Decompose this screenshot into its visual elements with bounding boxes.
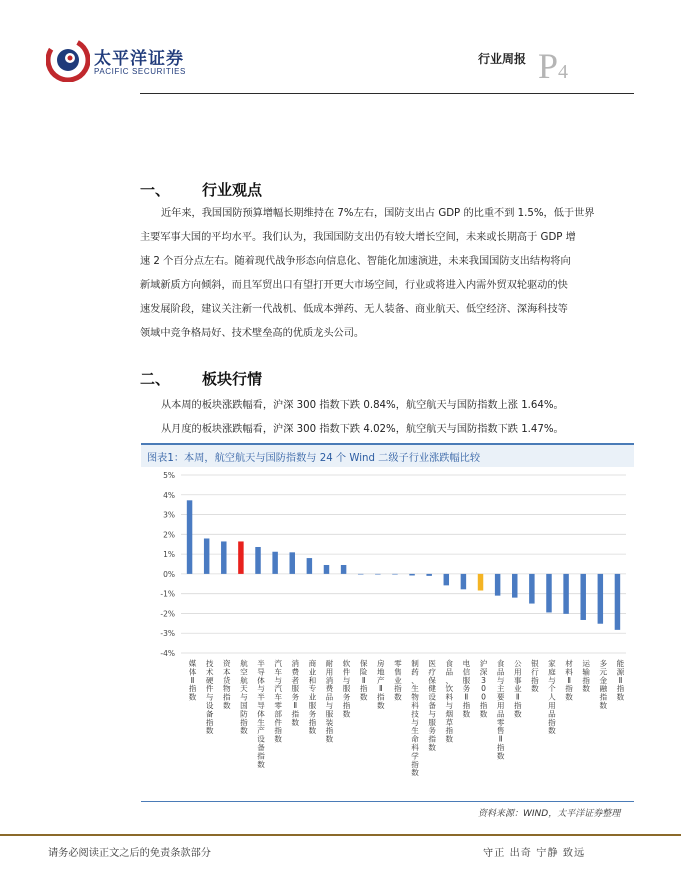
chart-bar [272, 552, 277, 574]
figure-1 [141, 443, 634, 803]
x-tick-label: 房地产 Ⅱ 指数 [377, 659, 385, 710]
x-tick-label: 运输指数 [582, 659, 591, 694]
paragraph-line: 主要军事大国的平均水平。我们认为，我国国防支出仍有较大增长空间，未来或长期高于 GDP 增 [140, 232, 576, 243]
x-tick-label: 家庭与个人用品指数 [548, 659, 556, 736]
chart-bar [529, 574, 534, 604]
x-tick-label: 半导体与半导体生产设备指数 [257, 659, 265, 769]
x-tick-label: 航空航天与国防指数 [240, 659, 248, 736]
monthly-performance-text: 从月度的板块涨跌幅看，沪深 300 指数下跌 4.02%，航空航天与国防指数下跌 1.47%。 [161, 424, 564, 435]
section-number: 二、 [140, 370, 171, 388]
footer-motto: 守正 出奇 宁静 致远 [483, 848, 586, 859]
chart-bar [187, 500, 192, 574]
chart-bar [580, 574, 585, 620]
y-tick-label: 3% [163, 510, 175, 520]
chart-bar [495, 574, 500, 596]
chart-bar [324, 565, 329, 574]
figure-source: 资料来源：WIND，太平洋证券整理 [478, 809, 621, 819]
figure-bottom-rule [141, 801, 634, 802]
section1-paragraph [140, 202, 634, 346]
chart-bar [290, 552, 295, 574]
logo-text-cn: 太平洋证券 [94, 49, 184, 69]
x-tick-label: 材料 Ⅱ 指数 [565, 659, 573, 702]
chart-bar [444, 574, 449, 585]
x-tick-label: 医疗保健设备与服务指数 [428, 659, 436, 752]
x-tick-label: 耐用消费品与服装指数 [325, 659, 334, 744]
y-tick-label: 5% [163, 471, 175, 480]
paragraph-line: 速 2 个百分点左右。随着现代战争形态向信息化、智能化加速演进，未来我国国防支出结构将向 [140, 256, 571, 267]
weekly-performance-text: 从本周的板块涨跌幅看，沪深 300 指数下跌 0.84%，航空航天与国防指数上涨 1.64%。 [161, 400, 564, 411]
section-title: 板块行情 [202, 370, 263, 388]
chart-bar [204, 538, 209, 573]
x-tick-label: 多元金融指数 [599, 659, 608, 710]
paragraph-line: 近年来，我国国防预算增幅长期维持在 7%左右，国防支出占 GDP 的比重不到 1.5%，低于世界 [161, 208, 595, 219]
x-tick-label: 零售业指数 [394, 659, 402, 702]
footer-divider [0, 834, 681, 836]
figure-caption: 图表1：本周，航空航天与国防指数与 24 个 Wind 二级子行业涨跌幅比较 [147, 453, 481, 464]
chart-bar [392, 574, 397, 575]
chart-bar [358, 574, 363, 575]
chart-bar [375, 574, 380, 575]
figure-caption-bar [141, 443, 634, 467]
x-tick-label: 制药、生物科技与生命科学指数 [411, 659, 419, 778]
bar-chart [141, 467, 634, 803]
chart-bar [426, 574, 431, 576]
x-tick-label: 商业和专业服务指数 [308, 659, 317, 736]
page-letter: P [538, 46, 559, 86]
x-tick-label: 媒体 Ⅱ 指数 [188, 659, 197, 702]
y-tick-label: 1% [163, 550, 175, 560]
x-tick-label: 公用事业 Ⅱ 指数 [513, 659, 522, 719]
chart-bar [307, 558, 312, 574]
x-tick-label: 技术硬件与设备指数 [205, 659, 214, 736]
x-tick-label: 沪深 3 0 0 指数 [479, 659, 488, 719]
y-tick-label: -3% [160, 629, 175, 639]
chart-bar [563, 574, 568, 614]
page-digit: 4 [558, 61, 569, 83]
logo-emblem-icon [46, 38, 90, 82]
section-title: 行业观点 [202, 181, 263, 199]
chart-bar [615, 574, 620, 630]
section-number: 一、 [140, 181, 171, 199]
x-tick-label: 银行指数 [531, 659, 539, 694]
y-tick-label: -1% [160, 589, 175, 599]
page-number [538, 48, 568, 84]
x-tick-label: 资本货物指数 [222, 659, 231, 710]
y-tick-label: -2% [160, 609, 175, 619]
report-type: 行业周报 [478, 52, 527, 66]
x-tick-label: 电信服务 Ⅱ 指数 [462, 659, 471, 719]
chart-bar [255, 547, 260, 574]
paragraph-line: 领域中竞争格局好、技术壁垒高的优质龙头公司。 [140, 328, 365, 339]
page-header [0, 0, 681, 100]
y-tick-label: 4% [163, 490, 175, 500]
paragraph-line: 速发展阶段，建议关注新一代战机、低成本弹药、无人装备、商业航天、低空经济、深海科技等 [140, 304, 568, 315]
chart-bar [478, 574, 483, 591]
footer-disclaimer: 请务必阅读正文之后的免责条款部分 [48, 848, 211, 859]
x-tick-label: 消费者服务 Ⅱ 指数 [291, 659, 300, 727]
chart-bar [409, 574, 414, 576]
chart-bar [341, 565, 346, 574]
y-tick-label: -4% [160, 649, 175, 658]
chart-bar [238, 541, 243, 573]
chart-bar [598, 574, 603, 624]
paragraph-line: 新域新质方向倾斜，而且军贸出口有望打开更大市场空间，行业或将进入内需外贸双轮驱动的快 [140, 280, 568, 291]
y-tick-label: 0% [163, 569, 175, 579]
x-tick-label: 软件与服务指数 [342, 659, 351, 719]
header-divider [140, 93, 634, 94]
x-tick-label: 能源 Ⅱ 指数 [616, 659, 625, 702]
chart-bar [512, 574, 517, 598]
company-logo [46, 36, 186, 86]
y-tick-label: 2% [163, 530, 175, 540]
chart-bar [461, 574, 466, 589]
x-tick-label: 食品与主要用品零售 Ⅱ 指数 [496, 659, 505, 761]
x-tick-label: 保险 Ⅱ 指数 [359, 659, 368, 702]
chart-bar [546, 574, 551, 613]
chart-bar [221, 541, 226, 573]
x-tick-label: 汽车与汽车零部件指数 [274, 659, 282, 744]
x-tick-label: 食品、饮料与烟草指数 [445, 659, 454, 744]
logo-text-en: PACIFIC SECURITIES [94, 67, 186, 76]
